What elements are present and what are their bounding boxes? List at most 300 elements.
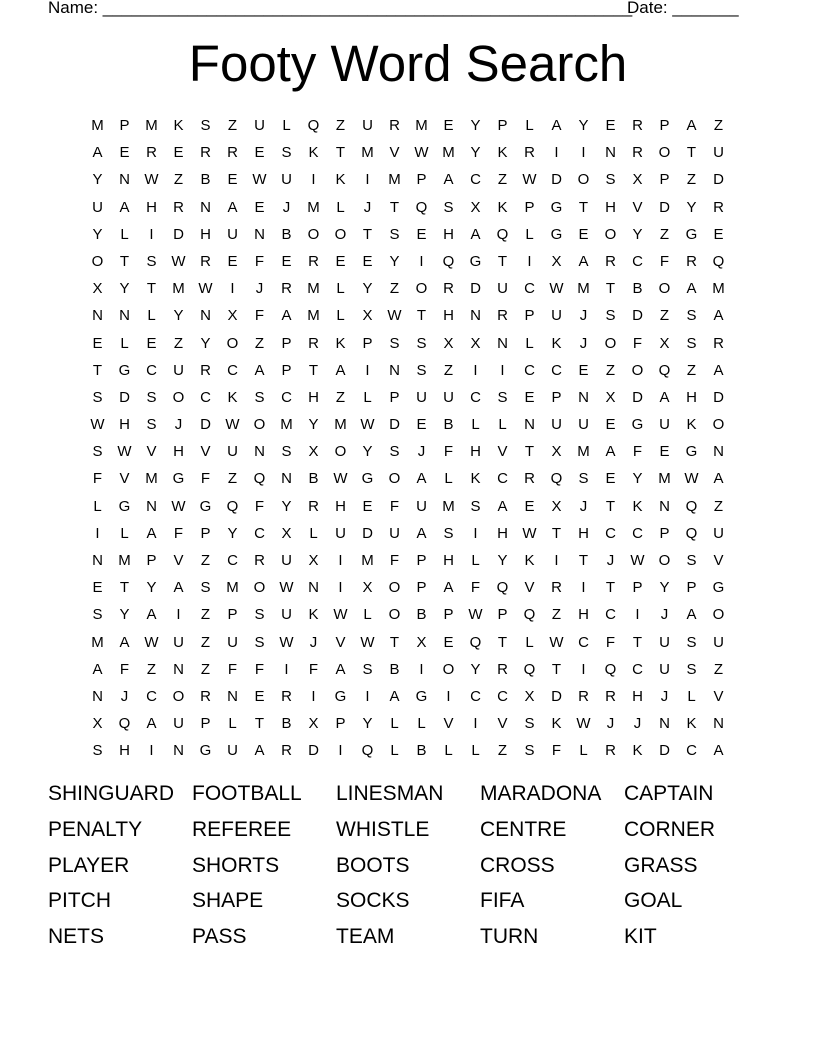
grid-letter: C [227,552,238,569]
grid-letter: A [146,715,157,733]
grid-letter: U [335,524,346,542]
grid-letter: Q [604,660,617,678]
grid-letter: B [416,742,427,760]
grid-letter: E [524,497,535,515]
grid-letter: W [630,552,645,569]
grid-letter: D [119,388,130,406]
grid-letter: K [173,117,184,134]
grid-letter: U [281,552,292,569]
grid-letter: W [414,144,429,162]
grid-letter: I [149,225,154,243]
grid-letter: R [146,144,157,162]
grid-letter: Z [227,117,238,134]
grid-letter: R [632,117,643,134]
grid-letter: H [632,687,643,705]
grid-letter: I [473,715,478,733]
grid-letter: E [578,225,589,243]
grid-letter: L [363,606,372,624]
grid-row [84,656,732,683]
grid-letter: J [120,687,129,705]
grid-letter: Q [361,742,374,760]
grid-letter: L [444,742,453,760]
grid-letter: L [498,416,507,434]
grid-letter: P [281,334,292,352]
grid-letter: W [360,416,375,434]
grid-letter: I [473,361,478,379]
grid-letter: M [307,307,320,325]
grid-letter: A [578,252,589,270]
grid-letter: R [308,497,319,515]
grid-letter: N [659,497,670,515]
grid-letter: G [550,225,563,243]
grid-letter: Z [227,470,238,488]
page-title: Footy Word Search [188,35,628,92]
grid-letter: P [200,715,211,733]
grid-letter: U [92,198,103,216]
grid-row [84,547,732,574]
grid-letter: W [144,171,159,189]
grid-letter: K [308,606,319,624]
grid-letter: O [658,280,671,298]
grid-letter: Y [389,252,400,270]
grid-letter: Z [335,117,346,134]
grid-letter: S [686,334,697,352]
grid-letter: X [551,497,562,515]
grid-letter: S [686,660,697,678]
grid-letter: T [119,579,130,597]
grid-letter: G [685,443,698,461]
grid-letter: X [470,334,481,352]
grid-letter: H [119,742,130,760]
grid-letter: L [525,117,534,134]
grid-letter: P [686,579,697,597]
grid-letter: Z [389,280,400,298]
grid-letter: R [497,660,508,678]
grid-letter: P [632,579,643,597]
grid-letter: E [254,687,265,705]
grid-letter: Q [685,497,698,515]
grid-letter: T [578,552,589,569]
grid-letter: Y [92,171,103,189]
grid-letter: Q [523,606,536,624]
grid-row [84,139,732,166]
grid-letter: O [253,579,266,597]
grid-letter: C [524,280,535,298]
grid-letter: F [470,579,481,597]
grid-letter: S [686,633,697,651]
grid-letter: P [416,552,427,569]
grid-letter: S [92,742,103,760]
word-list-item: FIFA [480,889,525,913]
grid-letter: O [712,416,725,434]
word-list-item: FOOTBALL [192,782,302,805]
grid-letter: T [362,225,373,243]
grid-letter: N [200,307,211,325]
grid-letter: T [632,633,643,651]
word-list [48,776,768,955]
grid-letter: Y [632,470,643,488]
grid-letter: E [578,361,589,379]
grid-letter: J [660,606,669,624]
grid-letter: I [338,552,343,569]
grid-letter: Q [118,715,131,733]
grid-letter: X [92,715,103,733]
grid-letter: Z [497,171,508,189]
grid-letter: L [336,307,345,325]
grid-letter: D [551,171,562,189]
grid-letter: Q [496,225,509,243]
grid-letter: D [389,416,400,434]
grid-letter: S [254,633,265,651]
grid-letter: Z [659,225,670,243]
grid-letter: M [442,144,455,162]
grid-letter: O [226,334,239,352]
grid-letter: G [199,497,212,515]
grid-letter: C [686,742,697,760]
grid-letter: K [470,470,481,488]
grid-letter: L [444,470,453,488]
grid-letter: M [226,579,239,597]
grid-letter: T [605,579,616,597]
grid-letter: A [443,171,454,189]
grid-letter: L [525,334,534,352]
grid-letter: R [254,552,265,569]
grid-letter: H [578,524,589,542]
word-row [48,919,768,955]
grid-letter: P [659,171,670,189]
grid-letter: V [173,552,184,569]
grid-row [84,357,732,384]
grid-row [84,248,732,275]
grid-letter: U [254,117,265,134]
grid-row [84,629,732,656]
grid-letter: M [415,117,428,134]
word-list-item: PASS [192,925,247,949]
grid-letter: Y [362,280,373,298]
grid-letter: U [227,742,238,760]
grid-letter: C [632,252,643,270]
grid-letter: A [146,606,157,624]
grid-letter: O [658,144,671,162]
letter-grid [84,112,732,765]
grid-letter: F [443,443,454,461]
grid-letter: W [522,171,537,189]
grid-letter: Y [281,497,292,515]
grid-letter: E [92,334,103,352]
grid-letter: S [686,307,697,325]
grid-letter: S [200,579,211,597]
grid-letter: B [632,280,643,298]
word-list-item: LINESMAN [336,782,444,805]
grid-letter: I [365,361,370,379]
grid-letter: H [686,388,697,406]
grid-letter: F [632,334,643,352]
word-row [48,812,768,848]
grid-letter: W [252,171,267,189]
grid-letter: U [227,633,238,651]
grid-letter: J [606,715,615,733]
grid-letter: R [497,307,508,325]
grid-letter: X [308,552,319,569]
grid-letter: W [549,633,564,651]
grid-letter: P [227,606,238,624]
grid-letter: E [173,144,184,162]
grid-letter: S [92,388,103,406]
grid-letter: C [470,687,481,705]
name-field: Name: ________________________________________________________ [48,0,633,17]
grid-letter: D [659,742,670,760]
grid-letter: A [281,307,292,325]
word-row [48,848,768,884]
grid-letter: E [605,117,616,134]
grid-letter: D [551,687,562,705]
grid-letter: S [254,606,265,624]
grid-letter: R [227,144,238,162]
grid-letter: W [117,443,132,461]
date-field: Date: _______ [627,0,739,17]
grid-letter: R [713,334,724,352]
grid-letter: A [335,660,346,678]
grid-letter: K [335,334,346,352]
grid-letter: I [311,171,316,189]
grid-letter: U [713,524,724,542]
grid-letter: H [173,443,184,461]
grid-letter: K [632,742,643,760]
grid-letter: Z [713,660,724,678]
grid-letter: O [334,225,347,243]
grid-letter: W [468,606,483,624]
grid-letter: T [119,252,130,270]
grid-letter: P [281,361,292,379]
grid-letter: C [281,388,292,406]
grid-letter: P [659,117,670,134]
grid-letter: N [146,497,157,515]
grid-letter: R [443,280,454,298]
grid-letter: Y [470,660,481,678]
grid-letter: T [416,307,427,325]
grid-letter: X [443,334,454,352]
grid-letter: V [497,715,508,733]
grid-letter: X [308,443,319,461]
grid-letter: A [416,470,427,488]
grid-letter: U [173,633,184,651]
grid-letter: S [416,334,427,352]
grid-letter: A [119,198,130,216]
grid-letter: A [686,280,697,298]
grid-letter: X [308,715,319,733]
word-list-item: CAPTAIN [624,782,714,805]
grid-letter: I [149,742,154,760]
grid-letter: N [200,198,211,216]
grid-letter: H [443,307,454,325]
word-list-item: KIT [624,925,657,949]
grid-letter: N [659,715,670,733]
grid-letter: T [551,524,562,542]
word-list-item: CROSS [480,853,555,877]
grid-letter: P [443,606,454,624]
grid-letter: F [389,552,400,569]
grid-letter: E [713,225,724,243]
grid-letter: Y [308,416,319,434]
grid-letter: Z [551,606,562,624]
word-list-item: CENTRE [480,817,567,841]
grid-letter: W [549,280,564,298]
word-list-item: SHINGUARD [48,782,175,805]
grid-letter: U [443,388,454,406]
grid-letter: R [686,252,697,270]
grid-letter: N [254,443,265,461]
grid-letter: C [551,361,562,379]
grid-letter: T [308,361,319,379]
grid-letter: Z [659,307,670,325]
grid-letter: G [361,470,374,488]
grid-letter: U [713,144,724,162]
grid-letter: I [365,687,370,705]
grid-letter: E [362,497,373,515]
grid-letter: W [522,524,537,542]
grid-letter: O [712,606,725,624]
grid-letter: O [91,252,104,270]
grid-letter: S [389,225,400,243]
grid-row [84,194,732,221]
grid-letter: A [551,117,562,134]
grid-letter: L [471,416,480,434]
grid-letter: M [334,416,347,434]
grid-letter: Z [713,497,724,515]
grid-letter: I [338,579,343,597]
grid-letter: Y [119,280,130,298]
grid-letter: M [577,280,590,298]
grid-letter: I [446,687,451,705]
grid-letter: I [176,606,181,624]
grid-letter: K [551,334,562,352]
grid-letter: S [146,388,157,406]
grid-letter: L [228,715,237,733]
grid-letter: W [279,633,294,651]
grid-letter: D [362,524,373,542]
grid-letter: N [470,307,481,325]
grid-letter: E [146,334,157,352]
grid-letter: K [497,198,508,216]
grid-row [84,330,732,357]
grid-letter: J [633,715,642,733]
grid-letter: Z [173,334,184,352]
grid-letter: R [389,117,400,134]
grid-letter: B [200,171,211,189]
grid-letter: Y [146,579,157,597]
grid-letter: P [389,388,400,406]
grid-letter: H [443,552,454,569]
grid-letter: K [524,552,535,569]
grid-letter: Z [173,171,184,189]
grid-letter: W [333,470,348,488]
grid-letter: Q [523,660,536,678]
grid-letter: N [713,715,724,733]
grid-letter: N [92,307,103,325]
grid-letter: E [605,416,616,434]
grid-letter: Y [92,225,103,243]
grid-letter: M [442,497,455,515]
grid-letter: Z [254,334,265,352]
grid-letter: X [659,334,670,352]
grid-letter: R [578,687,589,705]
word-list-item: NETS [48,925,105,949]
grid-letter: M [145,117,158,134]
grid-letter: S [443,198,454,216]
grid-letter: U [227,225,238,243]
grid-letter: Z [335,388,346,406]
grid-letter: Q [442,252,455,270]
grid-letter: D [659,198,670,216]
grid-letter: B [281,225,292,243]
grid-letter: N [281,470,292,488]
grid-letter: W [387,307,402,325]
grid-letter: E [92,579,103,597]
grid-letter: Y [470,117,481,134]
grid-letter: Z [605,361,616,379]
grid-letter: U [281,171,292,189]
grid-letter: O [604,225,617,243]
grid-letter: T [497,633,508,651]
word-list-item: REFEREE [192,817,292,841]
grid-letter: N [308,579,319,597]
grid-letter: H [605,198,616,216]
grid-letter: O [658,552,671,569]
grid-letter: R [200,687,211,705]
grid-letter: L [120,524,129,542]
grid-letter: Y [578,117,589,134]
grid-letter: C [200,388,211,406]
grid-letter: E [659,443,670,461]
grid-row [84,438,732,465]
grid-letter: E [416,416,427,434]
grid-letter: T [146,280,157,298]
grid-letter: S [578,470,589,488]
grid-row [84,112,732,139]
grid-row [84,574,732,601]
grid-letter: U [578,416,589,434]
word-list-item: GRASS [624,853,698,877]
grid-letter: R [200,361,211,379]
grid-letter: M [658,470,671,488]
grid-letter: J [417,443,426,461]
grid-letter: F [254,252,265,270]
grid-letter: V [497,443,508,461]
grid-letter: A [713,742,724,760]
grid-letter: I [554,552,559,569]
grid-letter: O [604,334,617,352]
word-list-item: TURN [480,925,539,949]
grid-letter: N [605,144,616,162]
grid-letter: X [416,633,427,651]
grid-letter: L [390,715,399,733]
grid-letter: F [254,497,265,515]
grid-letter: U [416,388,427,406]
grid-letter: Y [119,606,130,624]
word-list-item: SHORTS [192,853,280,877]
grid-letter: S [524,715,535,733]
grid-letter: U [362,117,373,134]
grid-letter: T [551,660,562,678]
grid-letter: G [685,225,698,243]
grid-letter: S [146,252,157,270]
grid-letter: J [282,198,291,216]
grid-letter: I [581,579,586,597]
grid-letter: O [307,225,320,243]
grid-letter: Q [658,361,671,379]
grid-letter: R [308,334,319,352]
grid-letter: A [686,117,697,134]
